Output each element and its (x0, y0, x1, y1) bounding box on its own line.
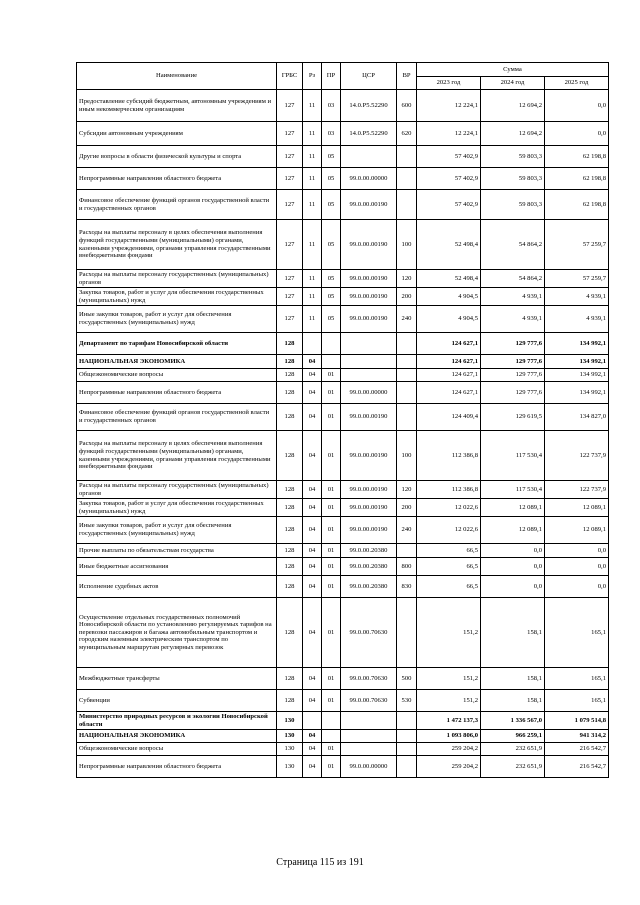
row-grbs-cell: 127 (277, 190, 303, 220)
row-vr-cell (397, 369, 417, 382)
row-rz-cell: 11 (303, 146, 322, 168)
row-name-cell: Иные бюджетные ассигнования (77, 558, 277, 576)
row-csr-cell: 99.0.00.00190 (341, 499, 397, 517)
row-vr-cell: 240 (397, 306, 417, 333)
row-2024-value: 129 619,5 (481, 404, 545, 431)
row-rz-cell: 04 (303, 517, 322, 544)
row-2023-value: 52 498,4 (417, 270, 481, 288)
row-2023-value: 66,5 (417, 576, 481, 598)
row-name-cell: Общеэкономические вопросы (77, 743, 277, 756)
table-row (77, 756, 609, 778)
row-rz-cell (303, 712, 322, 730)
row-name-cell: Межбюджетные трансферты (77, 668, 277, 690)
row-2023-value: 112 386,8 (417, 431, 481, 481)
table-row (77, 499, 609, 517)
row-vr-cell: 100 (397, 220, 417, 270)
row-2023-value: 1 472 137,3 (417, 712, 481, 730)
row-pr-cell: 01 (322, 369, 341, 382)
row-name-cell: НАЦИОНАЛЬНАЯ ЭКОНОМИКА (77, 355, 277, 369)
row-2023-value: 259 204,2 (417, 756, 481, 778)
row-pr-cell: 01 (322, 499, 341, 517)
row-2024-value: 54 864,2 (481, 220, 545, 270)
row-csr-cell: 99.0.00.20380 (341, 544, 397, 558)
row-vr-cell (397, 382, 417, 404)
row-csr-cell: 99.0.00.20380 (341, 558, 397, 576)
row-rz-cell: 11 (303, 122, 322, 146)
row-grbs-cell: 128 (277, 481, 303, 499)
row-2023-value: 4 904,5 (417, 288, 481, 306)
row-pr-cell: 01 (322, 481, 341, 499)
row-grbs-cell: 127 (277, 90, 303, 122)
row-2023-value: 124 627,1 (417, 333, 481, 355)
table-row (77, 690, 609, 712)
row-2025-value: 134 827,0 (545, 404, 609, 431)
row-pr-cell: 01 (322, 576, 341, 598)
col-grbs-header: ГРБС (277, 63, 303, 90)
row-vr-cell (397, 598, 417, 668)
table-row (77, 355, 609, 369)
row-pr-cell: 01 (322, 690, 341, 712)
row-2023-value: 66,5 (417, 558, 481, 576)
row-rz-cell: 04 (303, 355, 322, 369)
row-2024-value: 232 651,9 (481, 743, 545, 756)
row-2024-value: 117 530,4 (481, 431, 545, 481)
row-csr-cell: 99.0.00.00190 (341, 431, 397, 481)
row-2024-value: 4 939,1 (481, 306, 545, 333)
row-csr-cell: 99.0.00.00190 (341, 190, 397, 220)
row-rz-cell: 04 (303, 544, 322, 558)
row-name-cell: Общеэкономические вопросы (77, 369, 277, 382)
table-row (77, 431, 609, 481)
table-row (77, 288, 609, 306)
row-grbs-cell: 127 (277, 146, 303, 168)
row-grbs-cell: 128 (277, 355, 303, 369)
row-grbs-cell: 128 (277, 431, 303, 481)
row-name-cell: Закупка товаров, работ и услуг для обеспечения государственных (муниципальных) нужд (77, 499, 277, 517)
row-grbs-cell: 128 (277, 517, 303, 544)
row-pr-cell (322, 355, 341, 369)
row-csr-cell: 14.0.P5.52290 (341, 122, 397, 146)
row-pr-cell: 05 (322, 146, 341, 168)
row-2025-value: 4 939,1 (545, 288, 609, 306)
row-2023-value: 259 204,2 (417, 743, 481, 756)
row-2023-value: 4 904,5 (417, 306, 481, 333)
row-name-cell: Финансовое обеспечение функций органов государственной власти и государственных органов (77, 190, 277, 220)
row-2024-value: 158,1 (481, 668, 545, 690)
row-csr-cell: 99.0.00.00190 (341, 270, 397, 288)
row-name-cell: Прочие выплаты по обязательствам государства (77, 544, 277, 558)
table-row (77, 122, 609, 146)
row-2025-value: 134 992,1 (545, 382, 609, 404)
row-pr-cell: 01 (322, 544, 341, 558)
row-vr-cell (397, 730, 417, 743)
row-csr-cell: 99.0.00.00000 (341, 756, 397, 778)
col-sum-header: Сумма (417, 63, 609, 77)
row-grbs-cell: 128 (277, 404, 303, 431)
row-rz-cell: 11 (303, 306, 322, 333)
row-2025-value: 134 992,1 (545, 369, 609, 382)
table-row (77, 382, 609, 404)
row-2025-value: 62 198,8 (545, 190, 609, 220)
row-vr-cell: 200 (397, 288, 417, 306)
row-2024-value: 129 777,6 (481, 355, 545, 369)
row-pr-cell (322, 333, 341, 355)
row-2025-value: 0,0 (545, 90, 609, 122)
row-2025-value: 1 079 514,8 (545, 712, 609, 730)
row-vr-cell: 830 (397, 576, 417, 598)
row-grbs-cell: 128 (277, 668, 303, 690)
row-vr-cell: 800 (397, 558, 417, 576)
row-csr-cell: 99.0.00.00190 (341, 404, 397, 431)
row-pr-cell: 01 (322, 431, 341, 481)
row-rz-cell: 04 (303, 558, 322, 576)
row-2025-value: 0,0 (545, 558, 609, 576)
row-csr-cell: 14.0.P5.52290 (341, 90, 397, 122)
col-name-header: Наименование (77, 63, 277, 90)
row-vr-cell: 240 (397, 517, 417, 544)
row-2023-value: 112 386,8 (417, 481, 481, 499)
row-csr-cell (341, 712, 397, 730)
row-csr-cell: 99.0.00.00000 (341, 382, 397, 404)
row-pr-cell: 03 (322, 122, 341, 146)
row-csr-cell (341, 730, 397, 743)
row-name-cell: Непрограммные направления областного бюджета (77, 382, 277, 404)
row-2025-value: 165,1 (545, 598, 609, 668)
row-csr-cell (341, 355, 397, 369)
col-year-2023-header: 2023 год (417, 77, 481, 90)
row-grbs-cell: 128 (277, 544, 303, 558)
col-pr-header: ПР (322, 63, 341, 90)
row-csr-cell (341, 743, 397, 756)
row-vr-cell: 100 (397, 431, 417, 481)
row-2024-value: 59 803,3 (481, 146, 545, 168)
col-vr-header: ВР (397, 63, 417, 90)
row-pr-cell: 05 (322, 168, 341, 190)
row-name-cell: Непрограммные направления областного бюджета (77, 756, 277, 778)
table-row (77, 333, 609, 355)
row-name-cell: Субсидии автономным учреждениям (77, 122, 277, 146)
row-2024-value: 0,0 (481, 544, 545, 558)
row-grbs-cell: 127 (277, 168, 303, 190)
table-header (77, 63, 609, 90)
row-csr-cell: 99.0.00.00190 (341, 220, 397, 270)
row-csr-cell: 99.0.00.00190 (341, 306, 397, 333)
row-2024-value: 117 530,4 (481, 481, 545, 499)
table-row (77, 146, 609, 168)
table-row (77, 544, 609, 558)
row-rz-cell: 04 (303, 481, 322, 499)
row-rz-cell: 04 (303, 382, 322, 404)
row-pr-cell: 01 (322, 598, 341, 668)
row-2023-value: 12 022,6 (417, 517, 481, 544)
row-grbs-cell: 127 (277, 306, 303, 333)
row-2025-value: 134 992,1 (545, 355, 609, 369)
row-name-cell: Расходы на выплаты персоналу в целях обеспечения выполнения функций государственными (муниципальными) органами, казенными учреждениями, органами управления государственными внебюджетными фондами (77, 220, 277, 270)
page-number: Страница 115 из 191 (276, 857, 364, 868)
row-vr-cell: 200 (397, 499, 417, 517)
row-grbs-cell: 130 (277, 743, 303, 756)
table-row (77, 668, 609, 690)
row-name-cell: Министерство природных ресурсов и экологии Новосибирской области (77, 712, 277, 730)
table-row (77, 481, 609, 499)
row-vr-cell (397, 168, 417, 190)
row-pr-cell: 05 (322, 270, 341, 288)
row-csr-cell: 99.0.00.70630 (341, 690, 397, 712)
row-2025-value: 216 542,7 (545, 756, 609, 778)
row-pr-cell (322, 712, 341, 730)
row-2024-value: 1 336 567,0 (481, 712, 545, 730)
row-rz-cell: 04 (303, 668, 322, 690)
row-grbs-cell: 130 (277, 730, 303, 743)
row-name-cell: Иные закупки товаров, работ и услуг для обеспечения государственных (муниципальных) нужд (77, 517, 277, 544)
row-2024-value: 12 694,2 (481, 122, 545, 146)
row-name-cell: Другие вопросы в области физической культуры и спорта (77, 146, 277, 168)
row-2024-value: 0,0 (481, 558, 545, 576)
row-2025-value: 122 737,9 (545, 431, 609, 481)
table-row (77, 168, 609, 190)
row-pr-cell: 01 (322, 517, 341, 544)
row-grbs-cell: 128 (277, 576, 303, 598)
row-2025-value: 4 939,1 (545, 306, 609, 333)
row-2024-value: 158,1 (481, 598, 545, 668)
row-pr-cell: 03 (322, 90, 341, 122)
row-2024-value: 129 777,6 (481, 382, 545, 404)
col-year-2025-header: 2025 год (545, 77, 609, 90)
row-name-cell: Иные закупки товаров, работ и услуг для обеспечения государственных (муниципальных) нужд (77, 306, 277, 333)
row-2023-value: 12 224,1 (417, 122, 481, 146)
row-vr-cell: 120 (397, 481, 417, 499)
row-2024-value: 4 939,1 (481, 288, 545, 306)
row-2024-value: 12 089,1 (481, 517, 545, 544)
row-2023-value: 1 093 806,0 (417, 730, 481, 743)
row-vr-cell: 120 (397, 270, 417, 288)
row-rz-cell: 04 (303, 499, 322, 517)
row-2023-value: 66,5 (417, 544, 481, 558)
row-grbs-cell: 127 (277, 220, 303, 270)
row-2023-value: 124 409,4 (417, 404, 481, 431)
row-2024-value: 232 651,9 (481, 756, 545, 778)
row-rz-cell: 04 (303, 598, 322, 668)
row-2023-value: 57 402,9 (417, 168, 481, 190)
row-rz-cell: 04 (303, 404, 322, 431)
row-2024-value: 129 777,6 (481, 333, 545, 355)
table-row (77, 576, 609, 598)
row-csr-cell: 99.0.00.20380 (341, 576, 397, 598)
row-pr-cell: 05 (322, 288, 341, 306)
row-2025-value: 0,0 (545, 122, 609, 146)
row-grbs-cell: 128 (277, 598, 303, 668)
table-row (77, 558, 609, 576)
row-name-cell: Субвенции (77, 690, 277, 712)
row-vr-cell (397, 712, 417, 730)
col-csr-header: ЦСР (341, 63, 397, 90)
row-rz-cell: 11 (303, 190, 322, 220)
row-vr-cell (397, 190, 417, 220)
row-rz-cell (303, 333, 322, 355)
row-csr-cell (341, 146, 397, 168)
row-2023-value: 151,2 (417, 668, 481, 690)
table-row (77, 517, 609, 544)
col-year-2024-header: 2024 год (481, 77, 545, 90)
row-name-cell: Непрограммные направления областного бюджета (77, 168, 277, 190)
row-csr-cell: 99.0.00.70630 (341, 668, 397, 690)
table-row (77, 306, 609, 333)
row-2025-value: 941 314,2 (545, 730, 609, 743)
col-rz-header: Рз (303, 63, 322, 90)
row-grbs-cell: 128 (277, 333, 303, 355)
row-2024-value: 54 864,2 (481, 270, 545, 288)
row-vr-cell: 620 (397, 122, 417, 146)
row-rz-cell: 04 (303, 743, 322, 756)
row-csr-cell (341, 333, 397, 355)
table-row (77, 598, 609, 668)
table-row (77, 190, 609, 220)
row-csr-cell: 99.0.00.00190 (341, 481, 397, 499)
row-name-cell: Финансовое обеспечение функций органов государственной власти и государственных органов (77, 404, 277, 431)
row-name-cell: Расходы на выплаты персоналу государственных (муниципальных) органов (77, 481, 277, 499)
budget-table (76, 62, 609, 778)
row-2025-value: 165,1 (545, 690, 609, 712)
row-vr-cell (397, 146, 417, 168)
table-row (77, 220, 609, 270)
row-2023-value: 57 402,9 (417, 190, 481, 220)
row-pr-cell: 05 (322, 190, 341, 220)
row-2024-value: 966 259,1 (481, 730, 545, 743)
row-name-cell: НАЦИОНАЛЬНАЯ ЭКОНОМИКА (77, 730, 277, 743)
row-2023-value: 57 402,9 (417, 146, 481, 168)
row-2025-value: 57 259,7 (545, 220, 609, 270)
row-grbs-cell: 128 (277, 382, 303, 404)
row-name-cell: Предоставление субсидий бюджетным, автономным учреждениям и иным некоммерческим организациям (77, 90, 277, 122)
row-2025-value: 216 542,7 (545, 743, 609, 756)
row-2023-value: 151,2 (417, 690, 481, 712)
row-csr-cell (341, 369, 397, 382)
row-vr-cell (397, 544, 417, 558)
row-pr-cell: 01 (322, 404, 341, 431)
row-2025-value: 57 259,7 (545, 270, 609, 288)
row-vr-cell (397, 404, 417, 431)
row-name-cell: Осуществление отдельных государственных полномочий Новосибирской области по установлению регулируемых тарифов на перевозки пассажиров и багажа автомобильным транспортом и городским наземным электрическим транспортом по муниципальным маршрутам регулярных перевозок (77, 598, 277, 668)
row-2024-value: 129 777,6 (481, 369, 545, 382)
row-vr-cell (397, 333, 417, 355)
row-rz-cell: 04 (303, 756, 322, 778)
row-rz-cell: 04 (303, 730, 322, 743)
row-csr-cell: 99.0.00.00190 (341, 517, 397, 544)
table-body (77, 90, 609, 778)
row-2024-value: 0,0 (481, 576, 545, 598)
row-grbs-cell: 128 (277, 690, 303, 712)
row-grbs-cell: 130 (277, 712, 303, 730)
row-vr-cell (397, 756, 417, 778)
row-2023-value: 124 627,1 (417, 369, 481, 382)
table-row (77, 90, 609, 122)
row-name-cell: Расходы на выплаты персоналу государственных (муниципальных) органов (77, 270, 277, 288)
row-2023-value: 52 498,4 (417, 220, 481, 270)
row-2025-value: 62 198,8 (545, 146, 609, 168)
row-rz-cell: 11 (303, 220, 322, 270)
table-row (77, 730, 609, 743)
row-2024-value: 158,1 (481, 690, 545, 712)
row-pr-cell: 01 (322, 668, 341, 690)
row-vr-cell (397, 743, 417, 756)
row-pr-cell: 01 (322, 558, 341, 576)
row-2025-value: 165,1 (545, 668, 609, 690)
row-grbs-cell: 127 (277, 122, 303, 146)
row-rz-cell: 04 (303, 690, 322, 712)
row-2025-value: 134 992,1 (545, 333, 609, 355)
row-grbs-cell: 128 (277, 499, 303, 517)
row-2025-value: 0,0 (545, 576, 609, 598)
table-row (77, 369, 609, 382)
row-rz-cell: 04 (303, 369, 322, 382)
row-2023-value: 151,2 (417, 598, 481, 668)
row-2024-value: 12 089,1 (481, 499, 545, 517)
row-rz-cell: 11 (303, 288, 322, 306)
row-2023-value: 12 224,1 (417, 90, 481, 122)
row-vr-cell: 500 (397, 668, 417, 690)
table-row (77, 404, 609, 431)
row-pr-cell (322, 730, 341, 743)
row-2025-value: 122 737,9 (545, 481, 609, 499)
row-2024-value: 59 803,3 (481, 168, 545, 190)
row-2025-value: 12 089,1 (545, 499, 609, 517)
table-row (77, 743, 609, 756)
row-csr-cell: 99.0.00.00000 (341, 168, 397, 190)
row-grbs-cell: 130 (277, 756, 303, 778)
row-csr-cell: 99.0.00.00190 (341, 288, 397, 306)
row-pr-cell: 01 (322, 382, 341, 404)
row-2025-value: 0,0 (545, 544, 609, 558)
row-grbs-cell: 128 (277, 369, 303, 382)
row-rz-cell: 11 (303, 168, 322, 190)
row-rz-cell: 04 (303, 576, 322, 598)
row-pr-cell: 01 (322, 743, 341, 756)
row-vr-cell: 600 (397, 90, 417, 122)
row-2023-value: 124 627,1 (417, 355, 481, 369)
table-row (77, 712, 609, 730)
row-rz-cell: 11 (303, 270, 322, 288)
row-2023-value: 12 022,6 (417, 499, 481, 517)
row-2023-value: 124 627,1 (417, 382, 481, 404)
row-csr-cell: 99.0.00.70630 (341, 598, 397, 668)
row-2025-value: 62 198,8 (545, 168, 609, 190)
row-grbs-cell: 128 (277, 558, 303, 576)
row-vr-cell (397, 355, 417, 369)
row-grbs-cell: 127 (277, 270, 303, 288)
table-row (77, 270, 609, 288)
row-pr-cell: 01 (322, 756, 341, 778)
row-pr-cell: 05 (322, 220, 341, 270)
row-grbs-cell: 127 (277, 288, 303, 306)
row-2025-value: 12 089,1 (545, 517, 609, 544)
row-2024-value: 12 694,2 (481, 90, 545, 122)
row-pr-cell: 05 (322, 306, 341, 333)
row-rz-cell: 04 (303, 431, 322, 481)
row-name-cell: Расходы на выплаты персоналу в целях обеспечения выполнения функций государственными (муниципальными) органами, казенными учреждениями, органами управления государственными внебюджетными фондами (77, 431, 277, 481)
row-2024-value: 59 803,3 (481, 190, 545, 220)
row-name-cell: Закупка товаров, работ и услуг для обеспечения государственных (муниципальных) нужд (77, 288, 277, 306)
row-name-cell: Департамент по тарифам Новосибирской области (77, 333, 277, 355)
row-vr-cell: 530 (397, 690, 417, 712)
row-name-cell: Исполнение судебных актов (77, 576, 277, 598)
row-rz-cell: 11 (303, 90, 322, 122)
